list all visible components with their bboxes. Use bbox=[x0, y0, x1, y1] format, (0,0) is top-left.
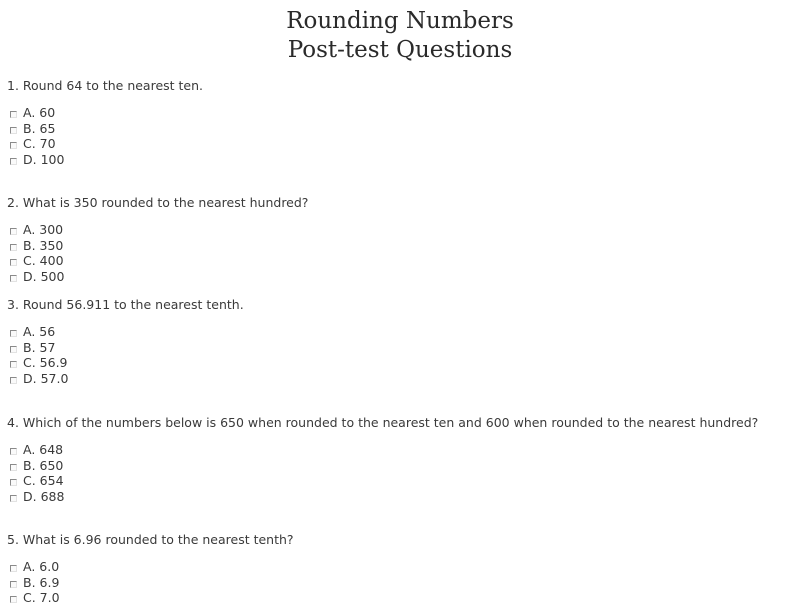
answer-label: C. 7.0 bbox=[23, 590, 60, 606]
answer-option[interactable] bbox=[7, 458, 787, 474]
answer-option[interactable] bbox=[7, 105, 787, 121]
checkbox[interactable] bbox=[10, 228, 17, 235]
question-text: 1. Round 64 to the nearest ten. bbox=[7, 78, 204, 93]
checkbox[interactable] bbox=[10, 330, 17, 337]
answer-option[interactable] bbox=[7, 253, 787, 269]
checkbox[interactable] bbox=[10, 377, 17, 384]
answer-option[interactable] bbox=[7, 355, 787, 371]
checkbox[interactable] bbox=[10, 565, 17, 572]
answer-options bbox=[7, 324, 787, 387]
answer-label: C. 56.9 bbox=[23, 355, 68, 371]
answer-label: D. 100 bbox=[23, 152, 65, 168]
answer-option[interactable] bbox=[7, 371, 787, 387]
answer-label: A. 300 bbox=[23, 222, 64, 237]
question-text: 4. Which of the numbers below is 650 when rounded to the nearest ten and 600 when rounded to the nearest hundred? bbox=[7, 415, 759, 430]
answer-options bbox=[7, 559, 787, 606]
answer-options bbox=[7, 105, 787, 168]
answer-option[interactable] bbox=[7, 121, 787, 137]
answer-option[interactable] bbox=[7, 442, 787, 458]
answer-label: D. 500 bbox=[23, 269, 65, 285]
answer-label: C. 400 bbox=[23, 253, 64, 269]
answer-options bbox=[7, 222, 787, 285]
question-5 bbox=[7, 532, 787, 606]
question-1 bbox=[7, 78, 787, 168]
answer-label: A. 648 bbox=[23, 442, 64, 457]
answer-label: B. 65 bbox=[23, 120, 56, 136]
answer-label: B. 6.9 bbox=[23, 574, 60, 590]
question-2 bbox=[7, 195, 787, 285]
answer-option[interactable] bbox=[7, 575, 787, 591]
checkbox[interactable] bbox=[10, 158, 17, 165]
checkbox[interactable] bbox=[10, 244, 17, 251]
answer-option[interactable] bbox=[7, 238, 787, 254]
answer-options bbox=[7, 442, 787, 505]
checkbox[interactable] bbox=[10, 275, 17, 282]
checkbox[interactable] bbox=[10, 142, 17, 149]
answer-label: A. 56 bbox=[23, 324, 56, 339]
checkbox[interactable] bbox=[10, 259, 17, 266]
page-title bbox=[0, 7, 800, 65]
answer-option[interactable] bbox=[7, 269, 787, 285]
page-title-line2: Post-test Questions bbox=[287, 37, 513, 63]
answer-option[interactable] bbox=[7, 324, 787, 340]
checkbox[interactable] bbox=[10, 479, 17, 486]
checkbox[interactable] bbox=[10, 361, 17, 368]
answer-option[interactable] bbox=[7, 136, 787, 152]
answer-option[interactable] bbox=[7, 590, 787, 606]
checkbox[interactable] bbox=[10, 111, 17, 118]
answer-label: A. 6.0 bbox=[23, 559, 60, 574]
checkbox[interactable] bbox=[10, 581, 17, 588]
answer-label: B. 650 bbox=[23, 457, 64, 473]
checkbox[interactable] bbox=[10, 448, 17, 455]
checkbox[interactable] bbox=[10, 346, 17, 353]
answer-option[interactable] bbox=[7, 489, 787, 505]
answer-option[interactable] bbox=[7, 340, 787, 356]
answer-option[interactable] bbox=[7, 473, 787, 489]
answer-label: C. 70 bbox=[23, 136, 56, 152]
answer-label: D. 688 bbox=[23, 489, 65, 505]
question-3 bbox=[7, 297, 787, 387]
question-text: 5. What is 6.96 rounded to the nearest tenth? bbox=[7, 532, 294, 547]
question-text: 2. What is 350 rounded to the nearest hundred? bbox=[7, 195, 309, 210]
checkbox[interactable] bbox=[10, 464, 17, 471]
answer-option[interactable] bbox=[7, 222, 787, 238]
answer-option[interactable] bbox=[7, 152, 787, 168]
checkbox[interactable] bbox=[10, 127, 17, 134]
answer-label: B. 57 bbox=[23, 339, 56, 355]
page-title-line1: Rounding Numbers bbox=[286, 8, 514, 34]
answer-label: A. 60 bbox=[23, 105, 56, 120]
answer-label: D. 57.0 bbox=[23, 371, 69, 387]
answer-label: C. 654 bbox=[23, 473, 64, 489]
answer-option[interactable] bbox=[7, 559, 787, 575]
checkbox[interactable] bbox=[10, 495, 17, 502]
question-text: 3. Round 56.911 to the nearest tenth. bbox=[7, 297, 244, 312]
answer-label: B. 350 bbox=[23, 237, 64, 253]
question-4 bbox=[7, 415, 787, 505]
